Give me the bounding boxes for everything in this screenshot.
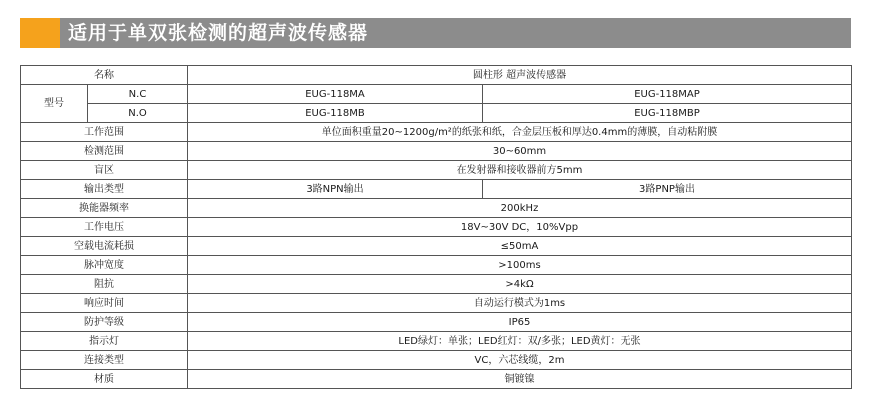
table-row — [21, 104, 852, 123]
row-value: LED绿灯：单张；LED红灯：双/多张；LED黄灯：无张 — [188, 332, 852, 351]
no-label: N.O — [88, 104, 188, 123]
row-value: 铜镀镍 — [188, 370, 852, 389]
row-label: 连接类型 — [21, 351, 188, 370]
row-label: 脉冲宽度 — [21, 256, 188, 275]
table-row — [21, 313, 852, 332]
row-value: 在发射器和接收器前方5mm — [188, 161, 852, 180]
nc-value-pnp: EUG-118MAP — [483, 85, 852, 104]
name-label: 名称 — [21, 66, 188, 85]
row-value: >100ms — [188, 256, 852, 275]
table-row — [21, 180, 852, 199]
table-row — [21, 237, 852, 256]
table-row — [21, 351, 852, 370]
output-pnp: 3路PNP输出 — [483, 180, 852, 199]
table-row — [21, 66, 852, 85]
table-row — [21, 142, 852, 161]
table-row — [21, 332, 852, 351]
row-value: 200kHz — [188, 199, 852, 218]
row-label: 防护等级 — [21, 313, 188, 332]
table-row — [21, 123, 852, 142]
row-value: 单位面积重量20~1200g/m²的纸张和纸，合金层压板和厚达0.4mm的薄膜，自动粘附膜 — [188, 123, 852, 142]
row-value: >4kΩ — [188, 275, 852, 294]
row-value: 30~60mm — [188, 142, 852, 161]
no-value-npn: EUG-118MB — [188, 104, 483, 123]
row-label: 空载电流耗损 — [21, 237, 188, 256]
row-value: 自动运行模式为1ms — [188, 294, 852, 313]
row-value: VC，六芯线缆，2m — [188, 351, 852, 370]
row-label: 换能器频率 — [21, 199, 188, 218]
row-label: 盲区 — [21, 161, 188, 180]
page-title: 适用于单双张检测的超声波传感器 — [68, 22, 369, 44]
table-row — [21, 256, 852, 275]
output-label: 输出类型 — [21, 180, 188, 199]
output-npn: 3路NPN输出 — [188, 180, 483, 199]
spec-table — [20, 65, 852, 389]
table-row — [21, 218, 852, 237]
table-row — [21, 275, 852, 294]
row-label: 指示灯 — [21, 332, 188, 351]
no-value-pnp: EUG-118MBP — [483, 104, 852, 123]
row-label: 检测范围 — [21, 142, 188, 161]
row-value: ≤50mA — [188, 237, 852, 256]
title-accent-block — [20, 18, 60, 48]
row-label: 工作范围 — [21, 123, 188, 142]
table-row — [21, 161, 852, 180]
row-label: 材质 — [21, 370, 188, 389]
nc-value-npn: EUG-118MA — [188, 85, 483, 104]
name-value: 圆柱形 超声波传感器 — [188, 66, 852, 85]
row-label: 工作电压 — [21, 218, 188, 237]
row-value: IP65 — [188, 313, 852, 332]
model-label: 型号 — [21, 85, 88, 123]
row-label: 阻抗 — [21, 275, 188, 294]
table-row — [21, 85, 852, 104]
row-label: 响应时间 — [21, 294, 188, 313]
nc-label: N.C — [88, 85, 188, 104]
row-value: 18V~30V DC，10%Vpp — [188, 218, 852, 237]
table-row — [21, 370, 852, 389]
table-row — [21, 294, 852, 313]
table-row — [21, 199, 852, 218]
